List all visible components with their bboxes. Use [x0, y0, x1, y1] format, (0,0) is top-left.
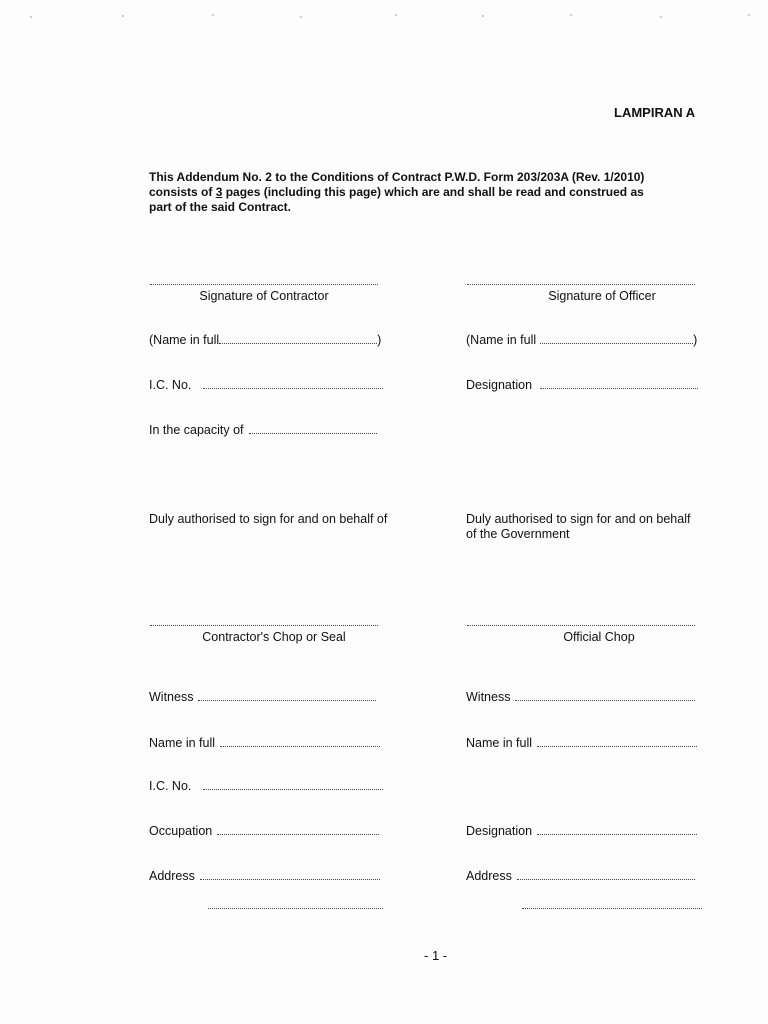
officer-authorised-text	[466, 512, 726, 542]
officer-address-label: Address	[466, 869, 512, 883]
intro-suffix: pages (including this page) which are and shall be read and construed as	[222, 185, 644, 199]
contractor-signature-line	[150, 284, 378, 285]
officer-authorised-line-1: Duly authorised to sign for and on behalf	[466, 512, 691, 526]
addendum-intro	[149, 170, 719, 215]
officer-name-field	[466, 333, 697, 347]
contractor-seal-caption: Contractor's Chop or Seal	[202, 630, 346, 644]
officer-designation-label: Designation	[466, 378, 533, 392]
officer-witness-label: Witness	[466, 690, 511, 704]
scan-specks	[0, 0, 768, 30]
page-heading: LAMPIRAN A	[614, 105, 696, 120]
contractor-ic-field	[149, 378, 383, 392]
contractor-seal-line	[150, 625, 378, 626]
officer-witness-designation-label: Designation	[466, 824, 533, 838]
contractor-address-field	[149, 869, 380, 883]
contractor-address-line-2	[208, 908, 383, 909]
officer-signature-caption: Signature of Officer	[548, 289, 656, 303]
contractor-name-label: (Name in full	[149, 333, 220, 347]
official-chop-caption: Official Chop	[563, 630, 635, 644]
officer-address-line-2	[522, 908, 702, 909]
contractor-name-field	[149, 333, 381, 347]
contractor-signature-caption: Signature of Contractor	[199, 289, 329, 303]
contractor-name-close: )	[377, 333, 382, 347]
contractor-occupation-label: Occupation	[149, 824, 213, 838]
officer-signature-line	[467, 284, 695, 285]
officer-address-field	[466, 869, 695, 883]
officer-witness-name-label: Name in full	[466, 736, 532, 750]
intro-line-3: part of the said Contract.	[149, 200, 292, 214]
officer-name-close: )	[693, 333, 698, 347]
contractor-witness-ic-label: I.C. No.	[149, 779, 192, 793]
officer-authorised-line-2: of the Government	[466, 527, 570, 541]
page-number: - 1 -	[424, 948, 448, 963]
officer-witness-designation-field	[466, 824, 697, 838]
intro-prefix: consists of	[149, 185, 216, 199]
official-chop-line	[467, 625, 695, 626]
officer-witness-name-field	[466, 736, 697, 750]
officer-designation-field	[466, 378, 698, 392]
contractor-ic-label: I.C. No.	[149, 378, 192, 392]
contractor-capacity-label: In the capacity of	[149, 423, 244, 437]
contractor-witness-label: Witness	[149, 690, 194, 704]
page-count: 3	[215, 185, 223, 199]
contractor-witness-name-label: Name in full	[149, 736, 215, 750]
contractor-address-label: Address	[149, 869, 195, 883]
contractor-authorised-text: Duly authorised to sign for and on behalf of	[149, 512, 388, 526]
contractor-occupation-field	[149, 824, 379, 838]
contractor-capacity-field	[149, 423, 377, 437]
contractor-witness-ic-field	[149, 779, 383, 793]
intro-line-1: This Addendum No. 2 to the Conditions of Contract P.W.D. Form 203/203A (Rev. 1/2010)	[149, 170, 645, 184]
intro-line-2	[149, 185, 719, 200]
officer-witness-field	[466, 690, 695, 704]
contractor-witness-name-field	[149, 736, 380, 750]
contractor-witness-field	[149, 690, 376, 704]
officer-name-label: (Name in full	[466, 333, 537, 347]
